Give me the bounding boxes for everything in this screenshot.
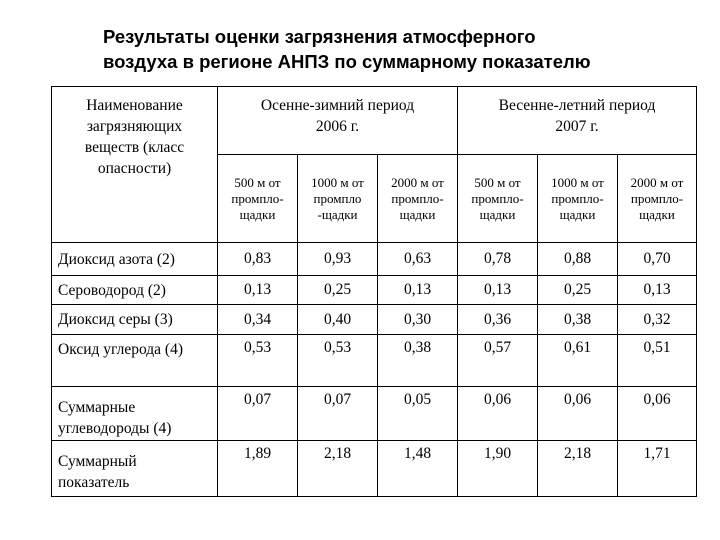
table-row xyxy=(52,276,697,305)
header-substances: Наименование загрязняющих веществ (класс опасности) xyxy=(52,87,218,243)
value-cell: 0,38 xyxy=(538,305,618,335)
value-cell: 0,25 xyxy=(298,276,378,305)
distance-header: 1000 м от промпло-щадки xyxy=(538,155,618,243)
value-cell: 0,13 xyxy=(378,276,458,305)
value-cell: 2,18 xyxy=(298,441,378,497)
value-cell: 0,53 xyxy=(218,335,298,387)
distance-header: 500 м от промпло-щадки xyxy=(218,155,298,243)
value-cell: 0,36 xyxy=(458,305,538,335)
title-line-1: Результаты оценки загрязнения атмосферного xyxy=(103,26,536,47)
distance-header: 500 м от промпло-щадки xyxy=(458,155,538,243)
table-row xyxy=(52,305,697,335)
value-cell: 0,51 xyxy=(618,335,697,387)
value-cell: 0,88 xyxy=(538,243,618,276)
value-cell: 0,83 xyxy=(218,243,298,276)
value-cell: 0,78 xyxy=(458,243,538,276)
substance-name: Суммарные углеводороды (4) xyxy=(52,387,218,441)
substance-name: Диоксид азота (2) xyxy=(52,243,218,276)
value-cell: 0,06 xyxy=(458,387,538,441)
value-cell: 0,70 xyxy=(618,243,697,276)
table-row xyxy=(52,243,697,276)
value-cell: 0,34 xyxy=(218,305,298,335)
substance-name: Диоксид серы (3) xyxy=(52,305,218,335)
value-cell: 1,90 xyxy=(458,441,538,497)
value-cell: 0,25 xyxy=(538,276,618,305)
value-cell: 0,07 xyxy=(298,387,378,441)
value-cell: 1,89 xyxy=(218,441,298,497)
distance-header: 2000 м от промпло-щадки xyxy=(378,155,458,243)
substance-name: Оксид углерода (4) xyxy=(52,335,218,387)
table-row xyxy=(52,335,697,387)
value-cell: 0,13 xyxy=(618,276,697,305)
title-line-2: воздуха в регионе АНПЗ по суммарному показателю xyxy=(103,51,591,72)
value-cell: 1,71 xyxy=(618,441,697,497)
distance-header: 1000 м от промпло -щадки xyxy=(298,155,378,243)
value-cell: 0,57 xyxy=(458,335,538,387)
substance-name: Сероводород (2) xyxy=(52,276,218,305)
value-cell: 0,13 xyxy=(218,276,298,305)
table-row xyxy=(52,441,697,497)
distance-header: 2000 м от промпло-щадки xyxy=(618,155,697,243)
value-cell: 0,05 xyxy=(378,387,458,441)
value-cell: 0,07 xyxy=(218,387,298,441)
header-autumn-winter: Осенне-зимний период 2006 г. xyxy=(218,87,458,155)
value-cell: 0,32 xyxy=(618,305,697,335)
header-spring-summer: Весенне-летний период 2007 г. xyxy=(458,87,697,155)
value-cell: 0,63 xyxy=(378,243,458,276)
substance-name: Суммарный показатель xyxy=(52,441,218,497)
value-cell: 0,53 xyxy=(298,335,378,387)
value-cell: 0,06 xyxy=(618,387,697,441)
value-cell: 1,48 xyxy=(378,441,458,497)
value-cell: 0,13 xyxy=(458,276,538,305)
value-cell: 0,38 xyxy=(378,335,458,387)
value-cell: 2,18 xyxy=(538,441,618,497)
document-title xyxy=(103,24,703,74)
value-cell: 0,93 xyxy=(298,243,378,276)
value-cell: 0,30 xyxy=(378,305,458,335)
pollution-table xyxy=(51,86,697,497)
table-row xyxy=(52,387,697,441)
value-cell: 0,06 xyxy=(538,387,618,441)
value-cell: 0,40 xyxy=(298,305,378,335)
value-cell: 0,61 xyxy=(538,335,618,387)
